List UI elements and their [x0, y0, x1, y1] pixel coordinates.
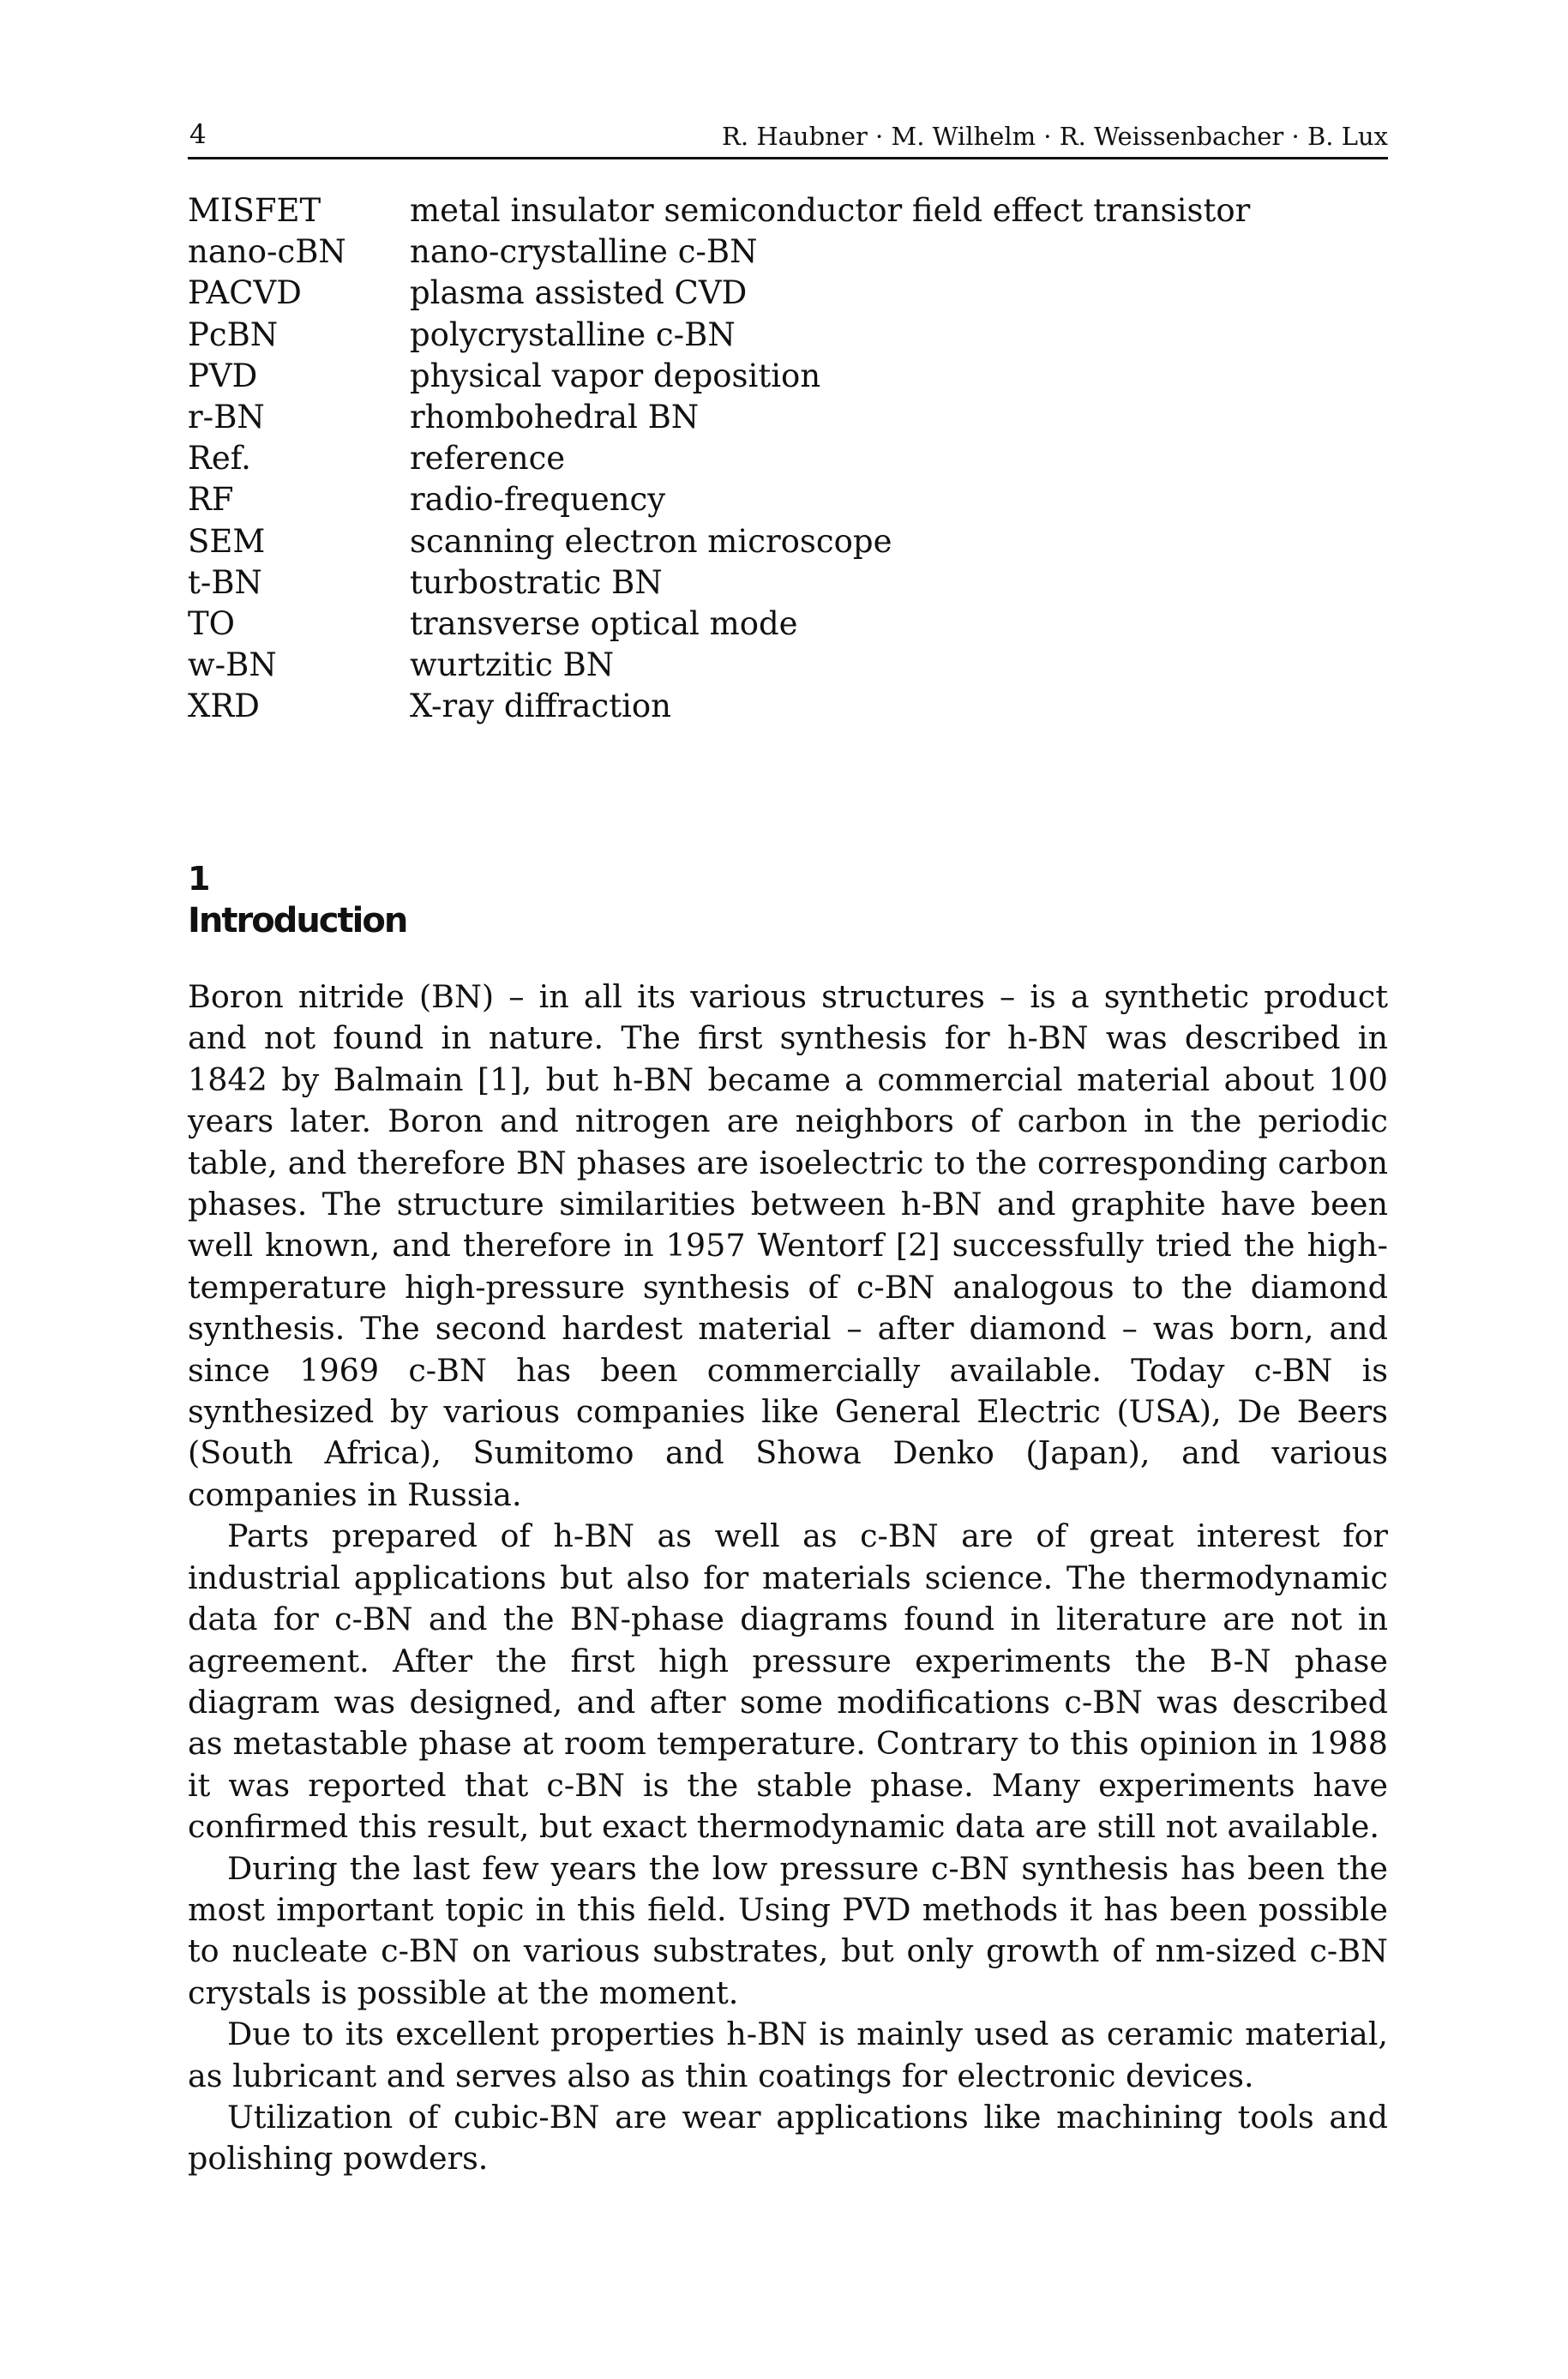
abbreviation-row — [188, 438, 1131, 479]
abbreviation-row — [188, 645, 1131, 686]
abbreviation-definition: radio-frequency — [410, 481, 666, 519]
abbreviation-definition: rhombohedral BN — [410, 398, 700, 436]
abbreviation-term: RF — [188, 481, 234, 519]
abbreviation-term: PcBN — [188, 315, 279, 353]
abbreviation-row — [188, 479, 1131, 520]
abbreviation-row — [188, 397, 1131, 438]
abbreviation-definition: reference — [410, 440, 566, 478]
running-head-authors: R. Haubner · M. Wilhelm · R. Weissenbacher · B. Lux — [722, 122, 1388, 151]
paragraph: Parts prepared of h-BN as well as c-BN are of great interest for industrial applications but also for materials science. The thermodynamic data for c-BN and the BN-phase diagrams found in literature are not in agreement. After the first high pressure experiments the B-N phase diagram was designed, and after some modifications c-BN was described as metastable phase at room temperature. Contrary to this opinion in 1988 it was reported that c-BN is the stable phase. Many experiments have confirmed this result, but exact thermodynamic data are still not available. — [188, 1517, 1388, 1846]
abbreviation-term: TO — [188, 604, 236, 642]
abbreviation-term: PVD — [188, 357, 258, 394]
paragraph: During the last few years the low pressure c-BN synthesis has been the most important topic in this field. Using PVD methods it has been possible to nucleate c-BN on various substrates, but only growth of nm-sized c-BN crystals is possible at the moment. — [188, 1849, 1388, 2011]
abbreviation-definition: turbostratic BN — [410, 563, 663, 601]
abbreviation-term: MISFET — [188, 192, 321, 229]
paragraph: Due to its excellent properties h-BN is mainly used as ceramic material, as lubricant and serves also as thin coatings for electronic devices. — [188, 2016, 1388, 2094]
abbreviation-row — [188, 686, 1131, 727]
abbreviation-row — [188, 562, 1131, 604]
abbreviation-definition: transverse optical mode — [410, 604, 798, 642]
abbreviation-row — [188, 356, 1131, 397]
abbreviation-row — [188, 315, 1131, 356]
abbreviation-row — [188, 273, 1131, 314]
abbreviation-term: SEM — [188, 522, 266, 560]
paragraph: Utilization of cubic-BN are wear applications like machining tools and polishing powders. — [188, 2098, 1388, 2178]
section-number: 1 — [188, 860, 210, 898]
abbreviation-term: nano-cBN — [188, 233, 346, 271]
abbreviation-term: t-BN — [188, 563, 262, 601]
abbreviation-definition: nano-crystalline c-BN — [410, 233, 758, 271]
abbreviation-term: r-BN — [188, 398, 265, 436]
abbreviation-term: Ref. — [188, 440, 251, 478]
abbreviation-list — [188, 190, 1251, 727]
abbreviation-row — [188, 231, 1131, 273]
abbreviation-definition: X-ray diffraction — [410, 688, 672, 725]
abbreviation-row — [188, 190, 1251, 231]
abbreviation-definition: metal insulator semiconductor field effect transistor — [410, 192, 1251, 229]
page-header — [188, 115, 1388, 159]
section-title: Introduction — [188, 901, 407, 940]
body-text — [188, 976, 1388, 2180]
abbreviation-definition: physical vapor deposition — [410, 357, 821, 394]
abbreviation-term: w-BN — [188, 646, 277, 684]
abbreviation-term: XRD — [188, 688, 260, 725]
abbreviation-definition: scanning electron microscope — [410, 522, 892, 560]
abbreviation-definition: wurtzitic BN — [410, 646, 615, 684]
abbreviation-row — [188, 521, 1131, 562]
abbreviation-term: PACVD — [188, 274, 302, 312]
abbreviation-definition: polycrystalline c-BN — [410, 315, 736, 353]
paragraph: Boron nitride (BN) – in all its various structures – is a synthetic product and not found in nature. The first synthesis for h-BN was described in 1842 by Balmain [1], but h-BN became a commercial material about 100 years later. Boron and nitrogen are neighbors of carbon in the periodic table, and therefore BN phases are isoelectric to the corresponding carbon phases. The structure similarities between h-BN and graphite have been well known, and therefore in 1957 Wentorf [2] successfully tried the high-temperature high-pressure synthesis of c-BN analogous to the diamond synthesis. The second hardest material – after diamond – was born, and since 1969 c-BN has been commercially available. Today c-BN is synthesized by various companies like General Electric (USA), De Beers (South Africa), Sumitomo and Showa Denko (Japan), and various companies in Russia. — [188, 978, 1388, 1513]
page-number: 4 — [189, 119, 207, 150]
abbreviation-row — [188, 604, 1131, 645]
abbreviation-definition: plasma assisted CVD — [410, 274, 748, 312]
